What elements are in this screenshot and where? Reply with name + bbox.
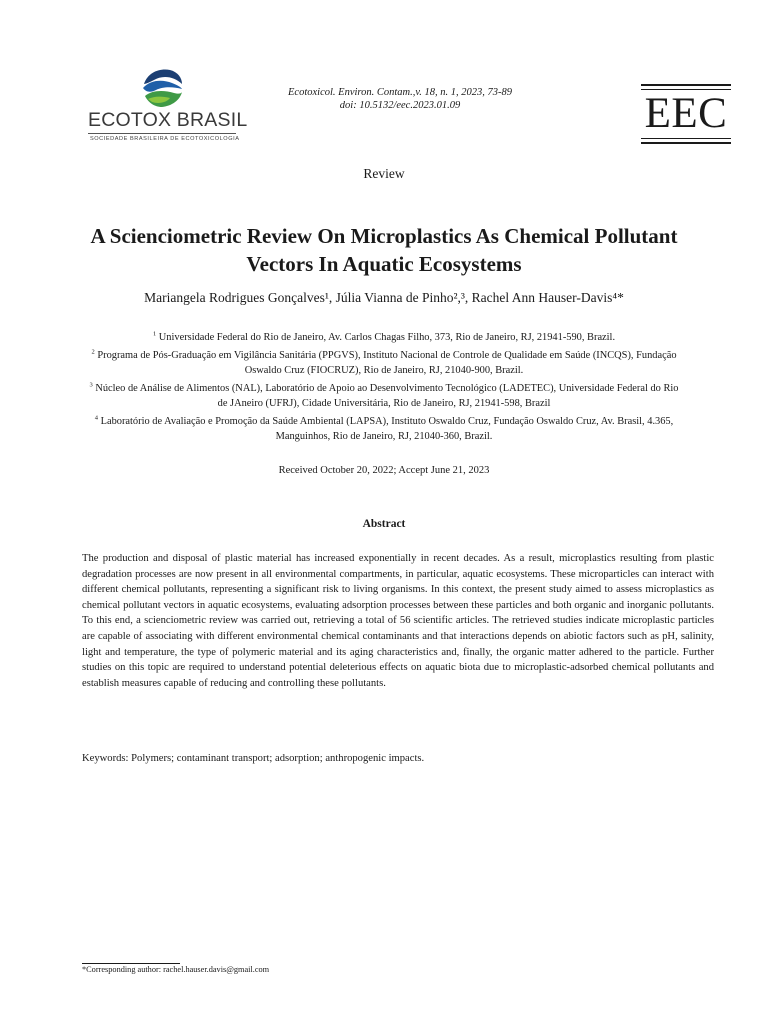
affiliation-mark: 1 [152,330,157,338]
abstract-body: The production and disposal of plastic material has increased exponentially in recent decades. As a result, microplastics resulting from plastic degradation processes are now present in all environmental compartments, in particular, aquatic ecosystems. These microparticles can interact with different chemical pollutants, representing a significant risk to living organisms. In this context, the present study aimed to assess microplastics as chemical pollutant vectors in aquatic ecosystems, evaluating adsorption processes between these particles and both organic and inorganic pollutants. To this end, a scienciometric review was carried out, retrieving a total of 56 scientific articles. The retrieved studies indicate microplastic particles are capable of associating with different environmental chemical contaminants and that interactions depends on abiotic factors such as pH, salinity, light and temperature, the type of polymeric material and its aging characteristics and, finally, the organic matter adhered to the particle. Further studies on this topic are required to understand potential deleterious effects on aquatic biota due to microplastic-adsorbed chemical pollutants and establish measures capable of reducing and controlling these pollutants. [82,553,714,689]
received-dates: Received October 20, 2022; Accept June 21, 2023 [278,465,490,476]
journal-citation [250,86,550,112]
affiliation-4 [84,414,684,445]
affiliation-3 [84,381,684,412]
affiliation-text: Núcleo de Análise de Alimentos (NAL), Laboratório de Apoio ao Desenvolvimento Tecnológico (LADETEC), Universidade Federal do Rio de JAneiro (UFRJ), Cidade Universitária, Rio de Janeiro, RJ, 21941-598, Brazil [95,382,679,409]
eec-bottom-rule [641,142,731,144]
citation-doi-line: doi: 10.5132/eec.2023.01.09 [339,100,461,111]
article-type: Review [363,166,405,181]
abstract-heading: Abstract [362,518,406,530]
eec-top-rule [641,84,731,86]
affiliation-2 [84,348,684,379]
affiliation-text: Universidade Federal do Rio de Janeiro, Av. Carlos Chagas Filho, 373, Rio de Janeiro, RJ, 21941-590, Brazil. [158,332,616,343]
affiliation-mark: 4 [94,414,98,422]
logo-subtitle: SOCIEDADE BRASILEIRA DE ECOTOXICOLOGIA [90,136,240,142]
affiliation-text: Programa de Pós-Graduação em Vigilância Sanitária (PPGVS), Instituto Nacional de Controle de Qualidade em Saúde (INCQS), Fundação Oswaldo Cruz (FIOCRUZ), Rio de Janeiro, RJ, 21040-900, Brazil. [97,349,677,376]
author-list: Mariangela Rodrigues Gonçalves¹, Júlia Vianna de Pinho²,³, Rachel Ann Hauser-Davis⁴* [144,290,624,305]
eec-bottom-rule-thin [641,138,731,139]
article-title: A Scienciometric Review On Microplastics As Chemical Pollutant Vectors In Aquatic Ecosystems [90,224,678,276]
keywords: Keywords: Polymers; contaminant transport; adsorption; anthropogenic impacts. [82,753,425,764]
citation-volume-line: Ecotoxicol. Environ. Contam.,v. 18, n. 1, 2023, 73-89 [288,87,512,98]
logo-wordmark: ECOTOX BRASIL [88,109,248,131]
eec-letters: EEC [644,90,728,137]
affiliation-text: Laboratório de Avaliação e Promoção da Saúde Ambiental (LAPSA), Instituto Oswaldo Cruz, Fundação Oswaldo Cruz, Av. Brasil, 4.365, Manguinhos, Rio de Janeiro, RJ, 21040-360, Brazil. [100,415,674,442]
ecotox-brasil-logo [88,66,248,146]
eec-journal-mark [641,84,731,147]
logo-divider [88,133,236,134]
affiliation-mark: 2 [91,348,95,356]
affiliations [84,330,684,447]
affiliation-mark: 3 [89,381,93,389]
footnote-divider [82,963,180,964]
ecotox-globe-icon [140,66,184,110]
corresponding-author-footnote: *Corresponding author: rachel.hauser.davis@gmail.com [82,965,270,974]
affiliation-1 [84,330,684,346]
